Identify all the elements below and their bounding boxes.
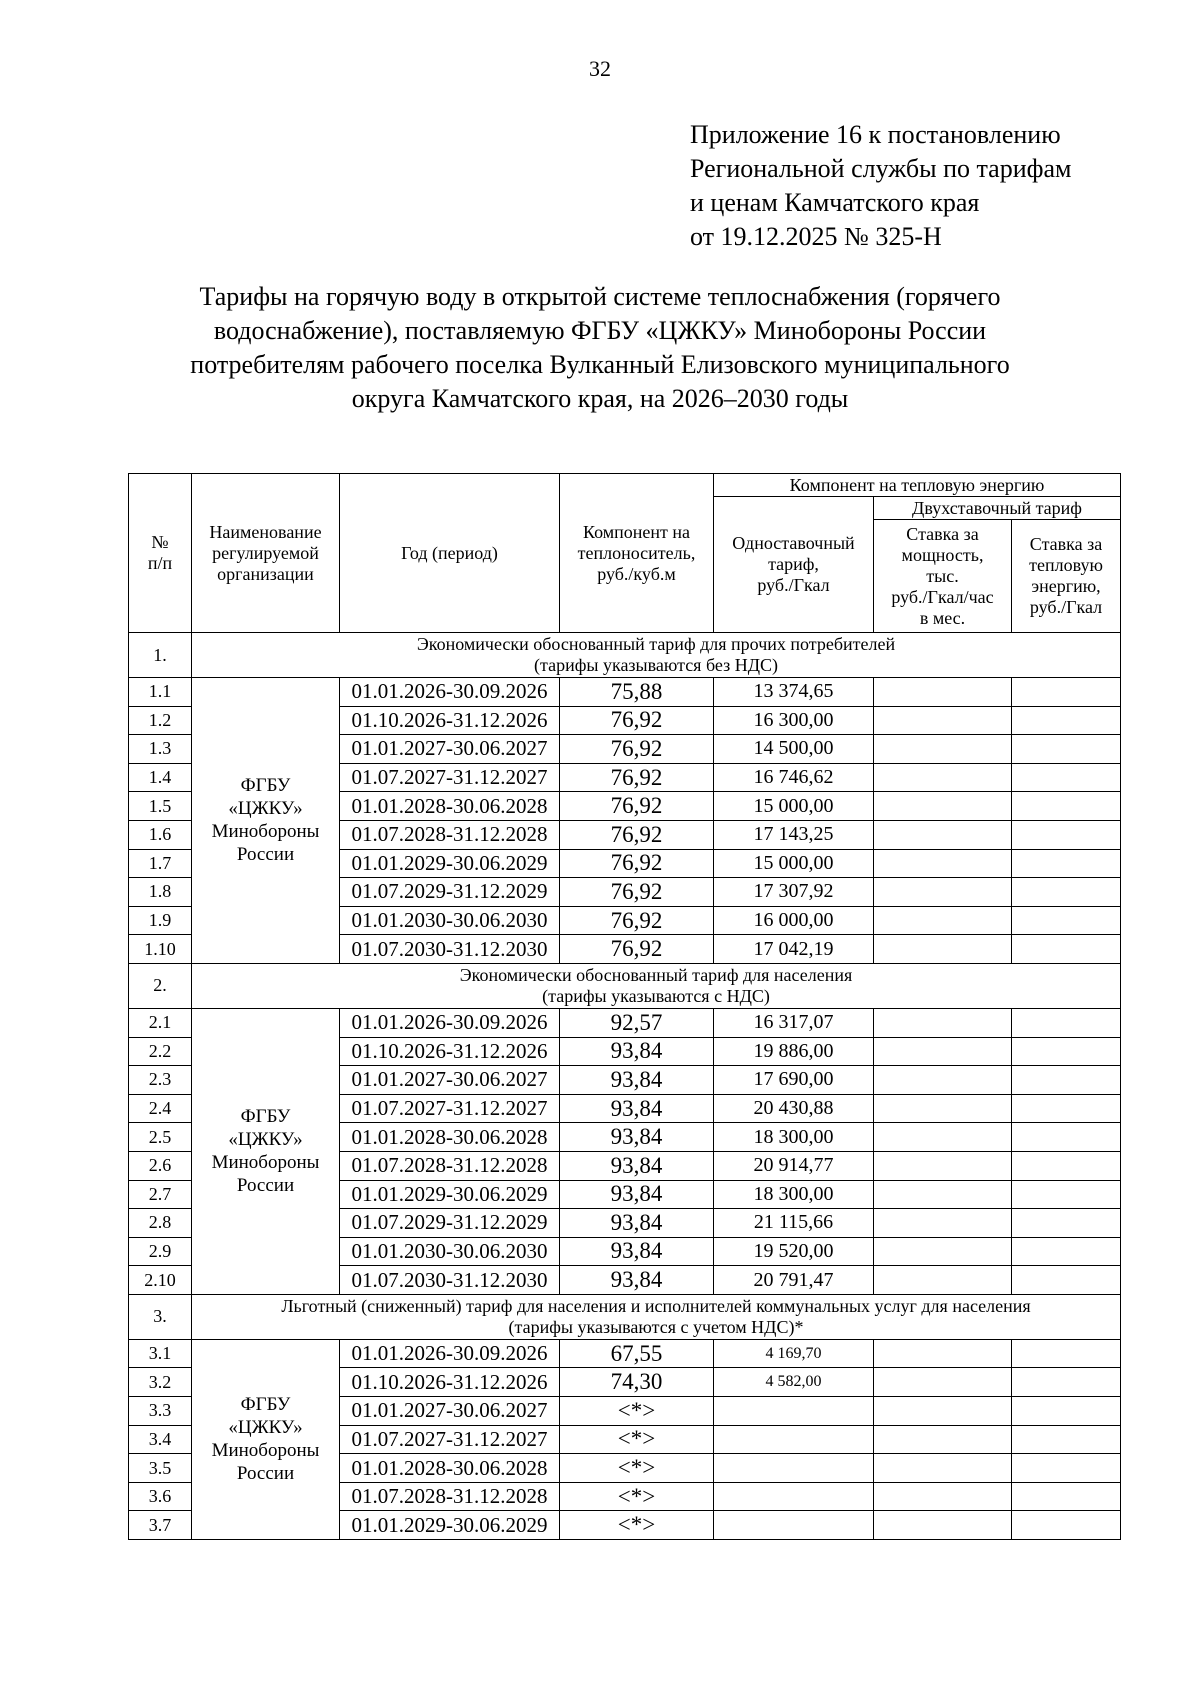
- section-number: 1.: [129, 633, 192, 678]
- document-title: [100, 280, 1100, 416]
- period-cell: 01.01.2028-30.06.2028: [340, 1123, 560, 1152]
- appendix-line: Региональной службы по тарифам: [690, 154, 1072, 183]
- period-cell: 01.01.2026-30.09.2026: [340, 1008, 560, 1037]
- period-cell: 01.07.2028-31.12.2028: [340, 1482, 560, 1511]
- header-org-line: Наименование: [209, 521, 322, 542]
- organization-name-line: ФГБУ: [240, 775, 291, 797]
- capacity-rate-cell: [874, 1454, 1012, 1483]
- energy-rate-cell: [1012, 1237, 1121, 1266]
- section-number: 3.: [129, 1294, 192, 1339]
- capacity-rate-cell: [874, 849, 1012, 878]
- header-capacity-line: Ставка за: [906, 523, 979, 544]
- energy-rate-cell: [1012, 792, 1121, 821]
- energy-rate-cell: [1012, 678, 1121, 707]
- organization-name-line: ФГБУ: [240, 1394, 291, 1416]
- carrier-tariff-cell: <*>: [560, 1425, 714, 1454]
- table-body: [129, 633, 1121, 1540]
- table-header: [129, 474, 1121, 633]
- energy-rate-cell: [1012, 935, 1121, 964]
- header-single-line: руб./Гкал: [757, 575, 830, 595]
- appendix-reference: [690, 118, 1071, 254]
- period-cell: 01.10.2026-31.12.2026: [340, 706, 560, 735]
- row-number: 3.5: [129, 1454, 192, 1483]
- energy-rate-cell: [1012, 878, 1121, 907]
- section-title: [192, 633, 1121, 678]
- capacity-rate-cell: [874, 1237, 1012, 1266]
- carrier-tariff-cell: 76,92: [560, 792, 714, 821]
- single-rate-cell: 17 307,92: [714, 878, 874, 907]
- capacity-rate-cell: [874, 1339, 1012, 1368]
- header-single-rate: [714, 497, 874, 633]
- capacity-rate-cell: [874, 906, 1012, 935]
- energy-rate-cell: [1012, 820, 1121, 849]
- organization-name-line: России: [236, 1175, 295, 1197]
- capacity-rate-cell: [874, 1209, 1012, 1238]
- carrier-tariff-cell: 76,92: [560, 906, 714, 935]
- period-cell: 01.01.2029-30.06.2029: [340, 1180, 560, 1209]
- carrier-tariff-cell: 76,92: [560, 878, 714, 907]
- single-rate-cell: 17 042,19: [714, 935, 874, 964]
- period-cell: 01.01.2028-30.06.2028: [340, 792, 560, 821]
- single-rate-cell: [714, 1454, 874, 1483]
- header-num-line: п/п: [147, 553, 173, 573]
- period-cell: 01.01.2026-30.09.2026: [340, 678, 560, 707]
- capacity-rate-cell: [874, 1008, 1012, 1037]
- row-number: 2.7: [129, 1180, 192, 1209]
- period-cell: 01.01.2029-30.06.2029: [340, 1511, 560, 1540]
- carrier-tariff-cell: 67,55: [560, 1339, 714, 1368]
- row-number: 1.3: [129, 735, 192, 764]
- row-number: 1.6: [129, 820, 192, 849]
- header-capacity-line: мощность,: [901, 544, 984, 565]
- carrier-tariff-cell: 93,84: [560, 1066, 714, 1095]
- capacity-rate-cell: [874, 706, 1012, 735]
- title-line: потребителям рабочего поселка Вулканный Елизовского муниципального: [190, 350, 1010, 379]
- row-number: 1.7: [129, 849, 192, 878]
- single-rate-cell: 18 300,00: [714, 1180, 874, 1209]
- energy-rate-cell: [1012, 1368, 1121, 1397]
- period-cell: 01.07.2027-31.12.2027: [340, 763, 560, 792]
- organization-name-line: ФГБУ: [240, 1106, 291, 1128]
- capacity-rate-cell: [874, 1151, 1012, 1180]
- carrier-tariff-cell: 93,84: [560, 1237, 714, 1266]
- period-cell: 01.07.2028-31.12.2028: [340, 820, 560, 849]
- section-row: [129, 1294, 1121, 1339]
- header-energy-line: Ставка за: [1029, 534, 1103, 554]
- section-row: [129, 963, 1121, 1008]
- single-rate-cell: [714, 1425, 874, 1454]
- row-number: 1.2: [129, 706, 192, 735]
- header-org-line: регулируемой: [212, 542, 319, 563]
- row-number: 1.1: [129, 678, 192, 707]
- row-number: 1.8: [129, 878, 192, 907]
- header-capacity-line: руб./Гкал/час: [891, 586, 994, 607]
- carrier-tariff-cell: 76,92: [560, 820, 714, 849]
- header-energy-line: руб./Гкал: [1029, 597, 1103, 617]
- carrier-tariff-cell: 76,92: [560, 735, 714, 764]
- period-cell: 01.01.2028-30.06.2028: [340, 1454, 560, 1483]
- title-line: водоснабжение), поставляемую ФГБУ «ЦЖКУ» Минобороны России: [213, 316, 987, 345]
- header-org-line: организации: [217, 563, 314, 584]
- section-title-line: Экономически обоснованный тариф для населения: [459, 964, 853, 985]
- row-number: 3.6: [129, 1482, 192, 1511]
- header-energy-line: тепловую: [1029, 555, 1103, 575]
- row-number: 3.3: [129, 1397, 192, 1426]
- header-energy-rate: [1012, 520, 1121, 633]
- row-number: 1.9: [129, 906, 192, 935]
- header-energy-line: энергию,: [1031, 576, 1101, 596]
- carrier-tariff-cell: 93,84: [560, 1180, 714, 1209]
- energy-rate-cell: [1012, 1511, 1121, 1540]
- organization-name-line: Минобороны: [211, 1440, 320, 1462]
- header-num-line: №: [151, 532, 169, 552]
- single-rate-cell: 20 791,47: [714, 1266, 874, 1295]
- row-number: 2.8: [129, 1209, 192, 1238]
- single-rate-cell: 4 582,00: [714, 1368, 874, 1397]
- energy-rate-cell: [1012, 1397, 1121, 1426]
- period-cell: 01.07.2030-31.12.2030: [340, 935, 560, 964]
- row-number: 2.1: [129, 1008, 192, 1037]
- header-heat-group: Компонент на тепловую энергию: [714, 474, 1121, 497]
- carrier-tariff-cell: 92,57: [560, 1008, 714, 1037]
- capacity-rate-cell: [874, 1037, 1012, 1066]
- carrier-tariff-cell: 76,92: [560, 706, 714, 735]
- energy-rate-cell: [1012, 1094, 1121, 1123]
- period-cell: 01.07.2028-31.12.2028: [340, 1151, 560, 1180]
- row-number: 2.2: [129, 1037, 192, 1066]
- row-number: 1.10: [129, 935, 192, 964]
- period-cell: 01.07.2027-31.12.2027: [340, 1094, 560, 1123]
- single-rate-cell: 19 520,00: [714, 1237, 874, 1266]
- appendix-line: Приложение 16 к постановлению: [690, 120, 1061, 149]
- carrier-tariff-cell: 93,84: [560, 1151, 714, 1180]
- row-number: 1.4: [129, 763, 192, 792]
- period-cell: 01.01.2027-30.06.2027: [340, 1066, 560, 1095]
- carrier-tariff-cell: 93,84: [560, 1123, 714, 1152]
- appendix-line: и ценам Камчатского края: [690, 188, 980, 217]
- organization-name: [192, 1008, 340, 1294]
- energy-rate-cell: [1012, 735, 1121, 764]
- header-carrier-line: теплоноситель,: [577, 542, 696, 563]
- single-rate-cell: [714, 1482, 874, 1511]
- single-rate-cell: 17 143,25: [714, 820, 874, 849]
- capacity-rate-cell: [874, 1066, 1012, 1095]
- carrier-tariff-cell: 76,92: [560, 935, 714, 964]
- period-cell: 01.01.2027-30.06.2027: [340, 1397, 560, 1426]
- single-rate-cell: 13 374,65: [714, 678, 874, 707]
- carrier-tariff-cell: <*>: [560, 1397, 714, 1426]
- energy-rate-cell: [1012, 706, 1121, 735]
- section-row: [129, 633, 1121, 678]
- header-carrier-line: руб./куб.м: [597, 563, 676, 584]
- table-row: [129, 1008, 1121, 1037]
- capacity-rate-cell: [874, 935, 1012, 964]
- single-rate-cell: 16 000,00: [714, 906, 874, 935]
- energy-rate-cell: [1012, 1123, 1121, 1152]
- header-capacity-rate: [874, 520, 1012, 633]
- energy-rate-cell: [1012, 1266, 1121, 1295]
- single-rate-cell: 18 300,00: [714, 1123, 874, 1152]
- single-rate-cell: 16 300,00: [714, 706, 874, 735]
- period-cell: 01.07.2029-31.12.2029: [340, 1209, 560, 1238]
- carrier-tariff-cell: 76,92: [560, 849, 714, 878]
- row-number: 2.3: [129, 1066, 192, 1095]
- row-number: 2.6: [129, 1151, 192, 1180]
- organization-name-line: Минобороны: [211, 821, 320, 843]
- section-title: [192, 963, 1121, 1008]
- single-rate-cell: 14 500,00: [714, 735, 874, 764]
- organization-name-line: России: [236, 1463, 295, 1485]
- capacity-rate-cell: [874, 1511, 1012, 1540]
- single-rate-cell: [714, 1397, 874, 1426]
- carrier-tariff-cell: <*>: [560, 1511, 714, 1540]
- header-capacity-line: тыс.: [926, 565, 959, 586]
- header-single-line: Одноставочный: [732, 533, 855, 553]
- row-number: 3.7: [129, 1511, 192, 1540]
- period-cell: 01.01.2029-30.06.2029: [340, 849, 560, 878]
- capacity-rate-cell: [874, 1094, 1012, 1123]
- capacity-rate-cell: [874, 792, 1012, 821]
- capacity-rate-cell: [874, 735, 1012, 764]
- section-title-line: Льготный (сниженный) тариф для населения и исполнителей коммунальных услуг для населения: [281, 1295, 1031, 1316]
- energy-rate-cell: [1012, 1454, 1121, 1483]
- period-cell: 01.07.2030-31.12.2030: [340, 1266, 560, 1295]
- single-rate-cell: 15 000,00: [714, 849, 874, 878]
- carrier-tariff-cell: 93,84: [560, 1266, 714, 1295]
- section-title-line: (тарифы указываются с НДС): [542, 985, 770, 1006]
- header-two-rate: Двухставочный тариф: [874, 497, 1121, 520]
- carrier-tariff-cell: 76,92: [560, 763, 714, 792]
- organization-name: [192, 678, 340, 964]
- carrier-tariff-cell: <*>: [560, 1454, 714, 1483]
- carrier-tariff-cell: 93,84: [560, 1094, 714, 1123]
- capacity-rate-cell: [874, 1266, 1012, 1295]
- capacity-rate-cell: [874, 763, 1012, 792]
- row-number: 3.2: [129, 1368, 192, 1397]
- period-cell: 01.01.2027-30.06.2027: [340, 735, 560, 764]
- organization-name-line: Минобороны: [211, 1152, 320, 1174]
- single-rate-cell: 19 886,00: [714, 1037, 874, 1066]
- period-cell: 01.01.2026-30.09.2026: [340, 1339, 560, 1368]
- row-number: 2.5: [129, 1123, 192, 1152]
- header-period: Год (период): [340, 474, 560, 633]
- energy-rate-cell: [1012, 1482, 1121, 1511]
- row-number: 2.4: [129, 1094, 192, 1123]
- section-number: 2.: [129, 963, 192, 1008]
- section-title-line: (тарифы указываются без НДС): [534, 655, 778, 675]
- energy-rate-cell: [1012, 1425, 1121, 1454]
- row-number: 2.9: [129, 1237, 192, 1266]
- capacity-rate-cell: [874, 1482, 1012, 1511]
- header-org: [192, 474, 340, 633]
- energy-rate-cell: [1012, 1037, 1121, 1066]
- period-cell: 01.01.2030-30.06.2030: [340, 906, 560, 935]
- single-rate-cell: 16 746,62: [714, 763, 874, 792]
- organization-name-line: России: [236, 844, 295, 866]
- organization-name: [192, 1339, 340, 1539]
- header-num: [129, 474, 192, 633]
- organization-name-line: «ЦЖКУ»: [228, 1417, 303, 1439]
- page-number: 32: [589, 56, 611, 81]
- header-carrier-line: Компонент на: [582, 521, 691, 542]
- section-title-line: (тарифы указываются с учетом НДС)*: [508, 1316, 804, 1337]
- section-title-line: Экономически обоснованный тариф для прочих потребителей: [416, 634, 896, 654]
- tariff-table: [128, 473, 1121, 1540]
- energy-rate-cell: [1012, 1339, 1121, 1368]
- energy-rate-cell: [1012, 1008, 1121, 1037]
- energy-rate-cell: [1012, 849, 1121, 878]
- row-number: 2.10: [129, 1266, 192, 1295]
- table-row: [129, 678, 1121, 707]
- capacity-rate-cell: [874, 1180, 1012, 1209]
- period-cell: 01.07.2029-31.12.2029: [340, 878, 560, 907]
- appendix-line: от 19.12.2025 № 325-Н: [690, 222, 942, 251]
- carrier-tariff-cell: <*>: [560, 1482, 714, 1511]
- period-cell: 01.01.2030-30.06.2030: [340, 1237, 560, 1266]
- carrier-tariff-cell: 93,84: [560, 1209, 714, 1238]
- energy-rate-cell: [1012, 906, 1121, 935]
- single-rate-cell: 20 914,77: [714, 1151, 874, 1180]
- title-line: округа Камчатского края, на 2026–2030 годы: [351, 384, 849, 413]
- single-rate-cell: 4 169,70: [714, 1339, 874, 1368]
- table-row: [129, 1339, 1121, 1368]
- carrier-tariff-cell: 93,84: [560, 1037, 714, 1066]
- row-number: 1.5: [129, 792, 192, 821]
- capacity-rate-cell: [874, 1425, 1012, 1454]
- capacity-rate-cell: [874, 1123, 1012, 1152]
- capacity-rate-cell: [874, 820, 1012, 849]
- energy-rate-cell: [1012, 1180, 1121, 1209]
- capacity-rate-cell: [874, 1397, 1012, 1426]
- period-cell: 01.10.2026-31.12.2026: [340, 1368, 560, 1397]
- energy-rate-cell: [1012, 1151, 1121, 1180]
- organization-name-line: «ЦЖКУ»: [228, 798, 303, 820]
- carrier-tariff-cell: 75,88: [560, 678, 714, 707]
- capacity-rate-cell: [874, 678, 1012, 707]
- row-number: 3.4: [129, 1425, 192, 1454]
- single-rate-cell: 20 430,88: [714, 1094, 874, 1123]
- section-title: [192, 1294, 1121, 1339]
- single-rate-cell: 16 317,07: [714, 1008, 874, 1037]
- title-line: Тарифы на горячую воду в открытой системе теплоснабжения (горячего: [199, 282, 1001, 311]
- single-rate-cell: 15 000,00: [714, 792, 874, 821]
- energy-rate-cell: [1012, 1066, 1121, 1095]
- single-rate-cell: 17 690,00: [714, 1066, 874, 1095]
- header-capacity-line: в мес.: [919, 607, 966, 628]
- header-single-line: тариф,: [768, 554, 819, 574]
- row-number: 3.1: [129, 1339, 192, 1368]
- period-cell: 01.10.2026-31.12.2026: [340, 1037, 560, 1066]
- energy-rate-cell: [1012, 763, 1121, 792]
- header-carrier: [560, 474, 714, 633]
- organization-name-line: «ЦЖКУ»: [228, 1129, 303, 1151]
- carrier-tariff-cell: 74,30: [560, 1368, 714, 1397]
- single-rate-cell: [714, 1511, 874, 1540]
- capacity-rate-cell: [874, 878, 1012, 907]
- single-rate-cell: 21 115,66: [714, 1209, 874, 1238]
- period-cell: 01.07.2027-31.12.2027: [340, 1425, 560, 1454]
- capacity-rate-cell: [874, 1368, 1012, 1397]
- energy-rate-cell: [1012, 1209, 1121, 1238]
